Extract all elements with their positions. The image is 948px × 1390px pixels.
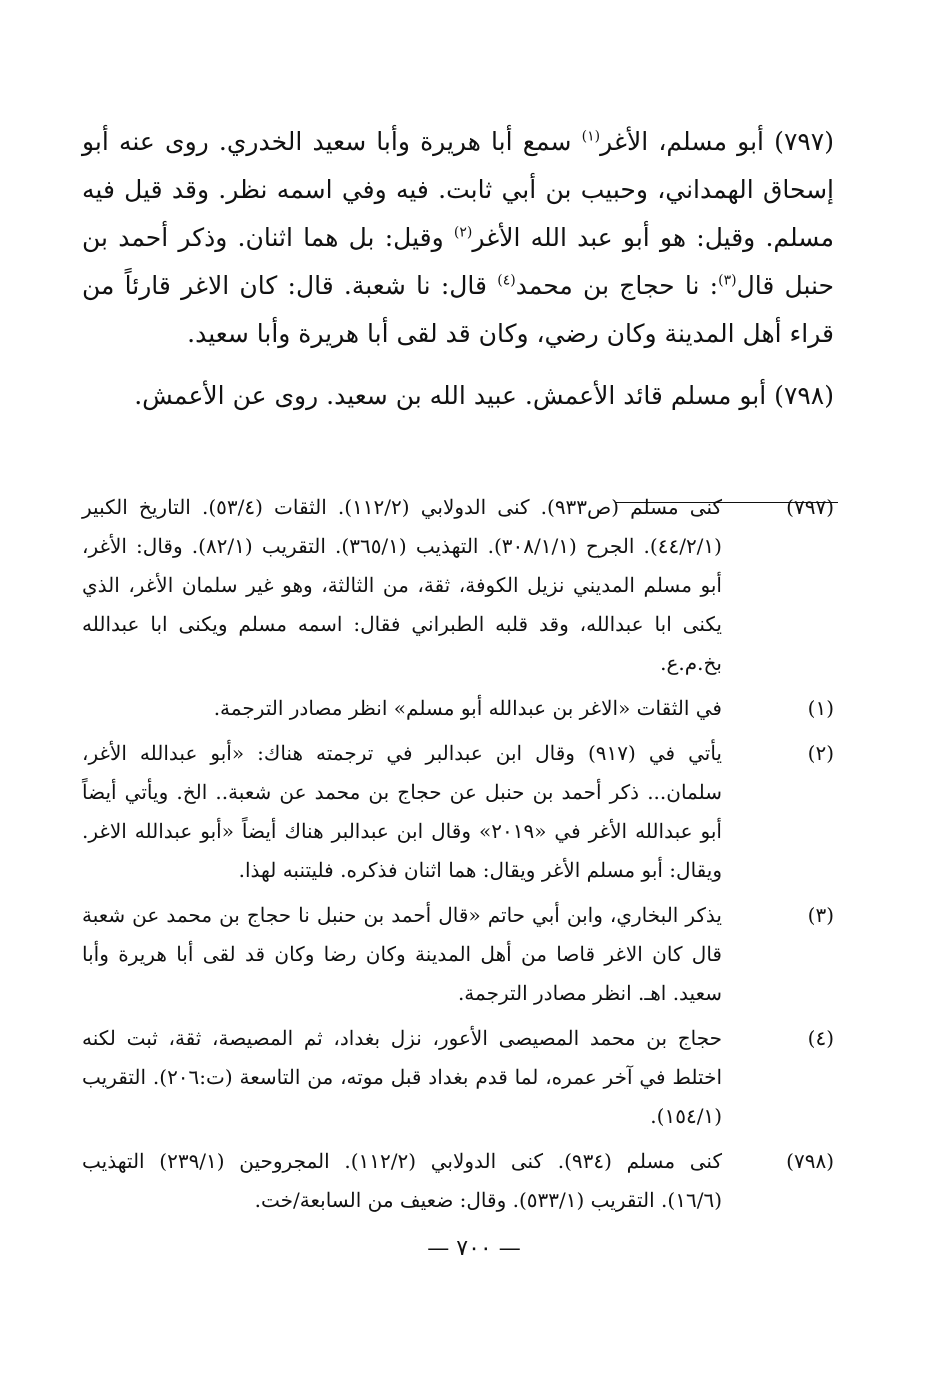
footnote-text: يذكر البخاري، وابن أبي حاتم «قال أحمد بن حنبل نا حجاج بن محمد عن شعبة قال كان الاغر قاصا من أهل المدينة وكان رضا وكان قد لقى أبا هريرة وأبا سعيد. اهـ. انظر مصادر الترجمة. — [82, 903, 722, 1005]
footnote — [82, 734, 834, 890]
entry-number: (٧٩٧) — [774, 127, 834, 156]
footnote-ref: (٤) — [497, 272, 516, 289]
footnote-text: يأتي في (٩١٧) وقال ابن عبدالبر في ترجمته هناك: «أبو عبدالله الأغر، سلمان... ذكر أحمد بن حنبل عن حجاج بن محمد عن شعبة.. الخ. ويأتي أيضاً أبو عبدالله الأغر في «٢٠١٩» وقال ابن عبدالبر هناك أيضاً «أبو عبدالله الاغر. ويقال: أبو مسلم الأغر ويقال: هما اثنان فذكره. فليتنبه لهذا. — [82, 741, 722, 882]
footnotes — [82, 488, 834, 1226]
entry-text: أبو مسلم قائد الأعمش. عبيد الله بن سعيد. روى عن الأعمش. — [134, 381, 767, 410]
footnote — [82, 896, 834, 1013]
main-text — [82, 118, 834, 434]
footnote-label: (١) — [807, 696, 834, 720]
entry-number: (٧٩٨) — [774, 381, 834, 410]
footnote — [82, 689, 834, 728]
entry-text: : نا حجاج بن محمد — [515, 271, 719, 300]
entry-798 — [82, 372, 834, 420]
footnote-text: كنى مسلم (٩٣٤). كنى الدولابي (١١٢/٢). المجروحين (٢٣٩/١) التهذيب (١٦/٦). التقريب (٥٣٣/١). وقال: ضعيف من السابعة/خت. — [82, 1149, 722, 1212]
footnote-text: حجاج بن محمد المصيصى الأعور، نزل بغداد، ثم المصيصة، ثقة، ثبت لكنه اختلط في آخر عمره، لما قدم بغداد قبل موته، من التاسعة (ت:٢٠٦). التقريب (١٥٤/١). — [82, 1026, 722, 1128]
entry-text: سمع أبا هريرة وأبا سعيد الخدري. روى عنه أبو إسحاق الهمداني، وحبيب بن أبي ثابت. فيه وفي اسمه نظر. وقد قيل فيه مسلم. وقيل: هو أبو عبد الله الأغر — [82, 127, 834, 252]
entry-text: وقيل: بل هما اثنان. وذكر أحمد بن حنبل قال — [82, 223, 835, 300]
entry-text: قال: نا شعبة. قال: كان الاغر قارئاً من قراء أهل المدينة وكان رضي، وكان قد لقى أبا هريرة وأبا سعيد. — [82, 271, 834, 348]
page-number: — ٧٠٠ — — [427, 1236, 521, 1261]
footnote — [82, 1142, 834, 1220]
footnote-ref: (١) — [581, 128, 601, 145]
footnote-label: (٢) — [807, 741, 834, 765]
entry-797 — [82, 118, 834, 358]
footnote-text: في الثقات «الاغر بن عبدالله أبو مسلم» انظر مصادر الترجمة. — [213, 696, 722, 720]
footnote — [82, 488, 834, 683]
footnote-label: (٣) — [807, 903, 834, 927]
footnote-ref: (٢) — [453, 224, 473, 241]
footnote-ref: (٣) — [718, 272, 737, 289]
footnote — [82, 1019, 834, 1136]
footnote-label: (٤) — [807, 1026, 834, 1050]
entry-text: أبو مسلم، الأغر — [600, 127, 764, 156]
footnote-label: (٧٩٨) — [786, 1149, 834, 1173]
footnote-label: (٧٩٧) — [786, 495, 834, 519]
footnote-text: كنى مسلم (ص٩٣٣). كنى الدولابي (١١٢/٢). الثقات (٥٣/٤). التاريخ الكبير (٤٤/٢/١). الجرح (٣٠٨/١/١). التهذيب (٣٦٥/١). التقريب (٨٢/١). وقال: الأغر، أبو مسلم المديني نزيل الكوفة، ثقة، من الثالثة، وهو غير سلمان الأغر، الذي يكنى ابا عبدالله، وقد قلبه الطبراني فقال: اسمه مسلم ويكنى ابا عبدالله بخ.م.ع. — [82, 495, 722, 675]
